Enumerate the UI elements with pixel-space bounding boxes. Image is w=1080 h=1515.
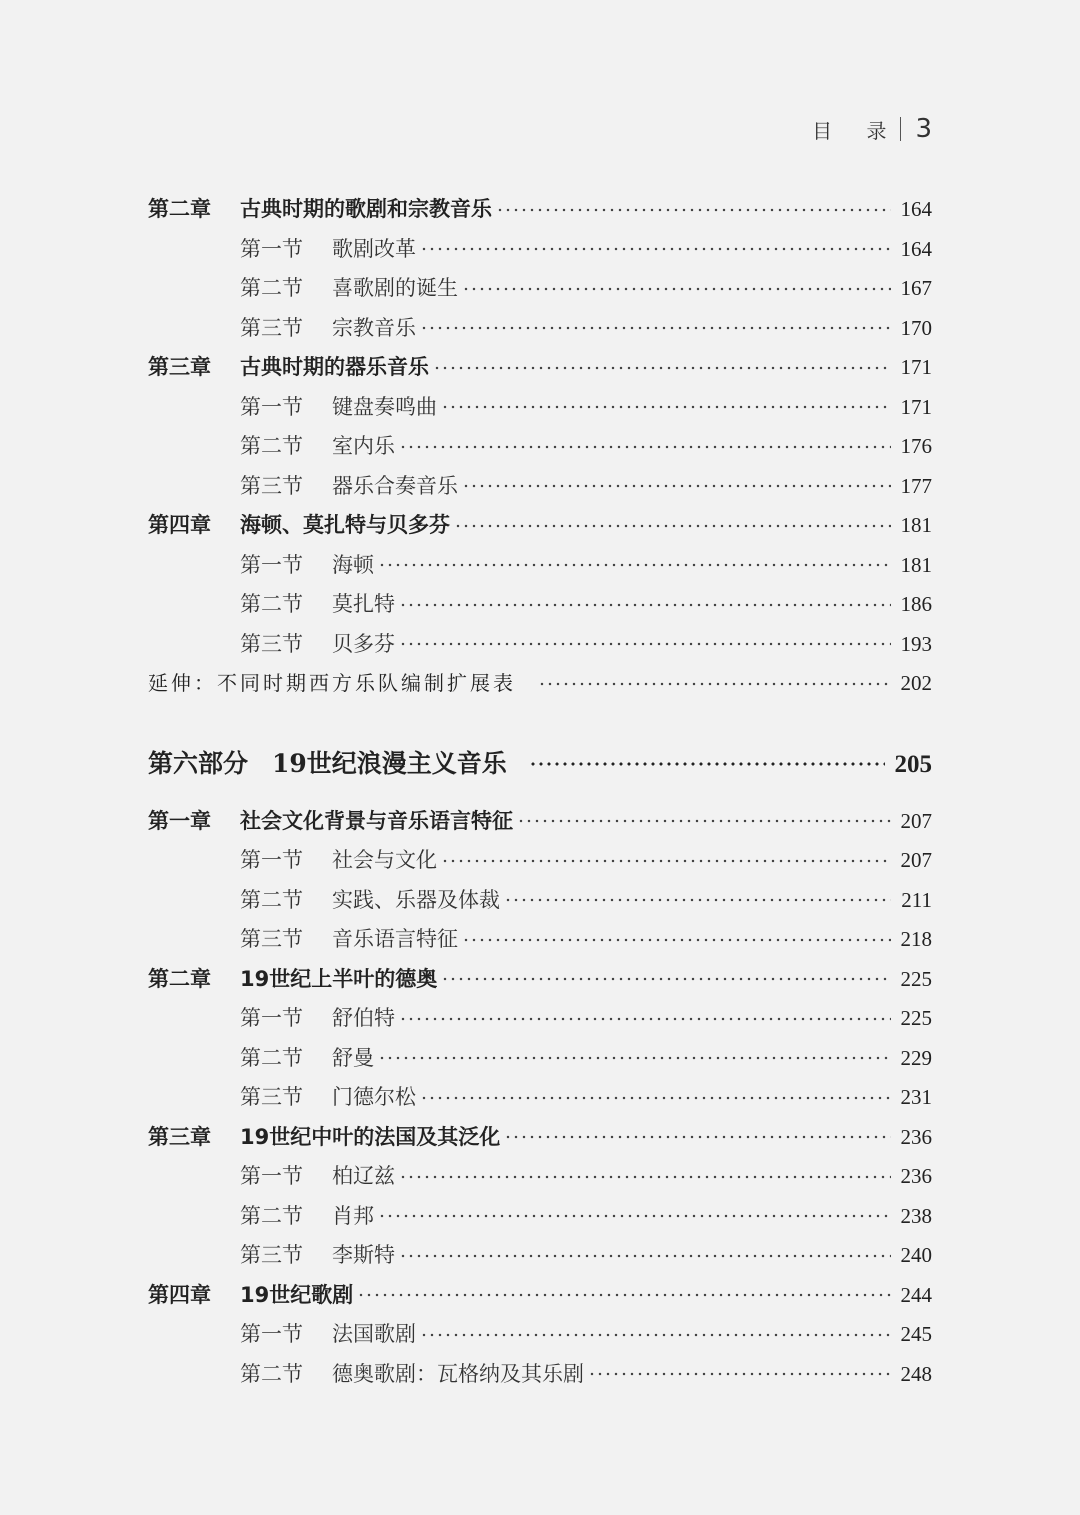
- section-label: 第二节: [240, 1045, 303, 1070]
- toc-entry-chapter: [148, 506, 932, 546]
- section-label: 第三节: [240, 631, 303, 656]
- section-title: 歌剧改革: [332, 236, 416, 261]
- section-label: 第二节: [240, 887, 303, 912]
- entry-page-number: 207: [900, 808, 932, 833]
- section-title: 海顿: [332, 552, 374, 577]
- dot-leader: [420, 1095, 891, 1101]
- dot-leader: [529, 761, 885, 767]
- toc-entry-section: [148, 1039, 932, 1079]
- running-header-title: 目 录: [812, 118, 901, 143]
- entry-page-number: 248: [900, 1361, 932, 1386]
- section-label: 第一节: [240, 1164, 303, 1188]
- entry-page-number: 211: [901, 887, 932, 912]
- entry-page-number: 193: [900, 631, 932, 656]
- dot-leader: [399, 602, 891, 608]
- toc-entry-part: [148, 742, 932, 786]
- toc-entry-chapter: [148, 348, 932, 388]
- dot-leader: [588, 1371, 891, 1377]
- section-label: 第二节: [240, 276, 303, 300]
- entry-page-number: 171: [900, 355, 932, 379]
- section-title: 肖邦: [332, 1203, 374, 1228]
- toc-entry-section: [148, 881, 932, 921]
- toc-entry-section: [148, 546, 932, 586]
- toc-entry-section: [148, 920, 932, 960]
- toc-entry-section: [148, 467, 932, 507]
- section-label: 第二节: [240, 434, 303, 458]
- section-title: 舒伯特: [332, 1006, 395, 1030]
- section-label: 第一节: [240, 1322, 303, 1346]
- section-title: 舒曼: [332, 1045, 374, 1070]
- toc-entry-section: [148, 1355, 932, 1395]
- dot-leader: [378, 1055, 891, 1061]
- section-label: 第三节: [240, 1243, 303, 1267]
- chapter-label: 第三章: [148, 1124, 211, 1149]
- section-label: 第二节: [240, 1361, 303, 1386]
- entry-page-number: 181: [900, 552, 932, 577]
- dot-leader: [399, 1253, 891, 1259]
- entry-page-number: 186: [900, 592, 932, 616]
- section-title: 器乐合奏音乐: [332, 473, 458, 498]
- entry-page-number: 176: [900, 434, 932, 458]
- section-title: 德奥歌剧：瓦格纳及其乐剧: [332, 1361, 584, 1386]
- chapter-label: 第四章: [148, 513, 211, 537]
- toc-entry-section: [148, 309, 932, 349]
- toc-entry-extension: [148, 664, 932, 704]
- table-of-contents: [148, 190, 932, 1394]
- entry-page-number: 205: [894, 750, 932, 778]
- dot-leader: [420, 1332, 891, 1338]
- section-title: 法国歌剧: [332, 1322, 416, 1346]
- entry-page-number: 171: [900, 394, 932, 419]
- toc-entry-chapter: [148, 960, 932, 1000]
- section-label: 第三节: [240, 1085, 303, 1109]
- dot-leader: [399, 1174, 891, 1180]
- dot-leader: [420, 325, 891, 331]
- entry-page-number: 238: [900, 1203, 932, 1228]
- toc-entry-section: [148, 1236, 932, 1276]
- dot-leader: [504, 1134, 890, 1140]
- entry-page-number: 225: [900, 966, 932, 991]
- toc-entry-section: [148, 388, 932, 428]
- dot-leader: [538, 681, 891, 687]
- dot-leader: [420, 246, 891, 252]
- toc-entry-chapter: [148, 1276, 932, 1316]
- chapter-label: 第四章: [148, 1282, 211, 1307]
- entry-page-number: 170: [900, 315, 932, 340]
- entry-page-number: 244: [900, 1282, 932, 1307]
- section-title: 贝多芬: [332, 631, 395, 656]
- dot-leader: [454, 523, 891, 529]
- section-title: 室内乐: [332, 434, 395, 458]
- dot-leader: [357, 1292, 890, 1298]
- entry-page-number: 164: [900, 236, 932, 261]
- chapter-label: 第二章: [148, 197, 211, 221]
- toc-entry-section: [148, 1078, 932, 1118]
- toc-entry-chapter: [148, 1118, 932, 1158]
- section-title: 音乐语言特征: [332, 927, 458, 951]
- entry-page-number: 236: [900, 1124, 932, 1149]
- toc-entry-section: [148, 1157, 932, 1197]
- entry-page-number: 181: [900, 513, 932, 537]
- toc-entry-chapter: [148, 802, 932, 842]
- toc-entry-section: [148, 999, 932, 1039]
- entry-page-number: 245: [900, 1322, 932, 1346]
- toc-entry-section: [148, 427, 932, 467]
- section-label: 第三节: [240, 315, 303, 340]
- page-number: 3: [915, 114, 932, 144]
- chapter-title: 19世纪上半叶的德奥: [240, 966, 438, 991]
- section-title: 李斯特: [332, 1243, 395, 1267]
- section-label: 第二节: [240, 592, 303, 616]
- dot-leader: [399, 444, 891, 450]
- chapter-title: 19世纪中叶的法国及其泛化: [240, 1124, 501, 1149]
- toc-entry-section: [148, 1197, 932, 1237]
- dot-leader: [378, 562, 891, 568]
- dot-leader: [517, 818, 891, 824]
- chapter-title: 社会文化背景与音乐语言特征: [240, 808, 513, 833]
- dot-leader: [462, 286, 891, 292]
- section-title: 键盘奏鸣曲: [332, 394, 437, 419]
- toc-entry-section: [148, 625, 932, 665]
- section-label: 第一节: [240, 236, 303, 261]
- toc-entry-chapter: [148, 190, 932, 230]
- part-label: 第六部分: [148, 748, 249, 778]
- entry-page-number: 229: [900, 1045, 932, 1070]
- entry-page-number: 207: [900, 848, 932, 872]
- section-title: 实践、乐器及体裁: [332, 887, 500, 912]
- entry-page-number: 240: [900, 1243, 932, 1267]
- entry-page-number: 167: [900, 276, 932, 300]
- chapter-title: 19世纪歌剧: [240, 1282, 354, 1307]
- chapter-title: 海顿、莫扎特与贝多芬: [240, 513, 450, 537]
- section-title: 喜歌剧的诞生: [332, 276, 458, 300]
- chapter-title: 古典时期的歌剧和宗教音乐: [240, 197, 492, 221]
- dot-leader: [504, 897, 891, 903]
- section-title: 宗教音乐: [332, 315, 416, 340]
- chapter-label: 第二章: [148, 966, 211, 991]
- section-label: 第一节: [240, 1006, 303, 1030]
- entry-page-number: 236: [900, 1164, 932, 1188]
- entry-page-number: 225: [900, 1006, 932, 1030]
- chapter-title: 古典时期的器乐音乐: [240, 355, 429, 379]
- section-title: 门德尔松: [332, 1085, 416, 1109]
- section-label: 第一节: [240, 394, 303, 419]
- toc-entry-section: [148, 585, 932, 625]
- dot-leader: [441, 858, 891, 864]
- section-title: 莫扎特: [332, 592, 395, 616]
- dot-leader: [462, 483, 891, 489]
- section-title: 社会与文化: [332, 848, 437, 872]
- entry-page-number: 218: [900, 927, 932, 951]
- toc-entry-section: [148, 230, 932, 270]
- toc-entry-section: [148, 269, 932, 309]
- chapter-label: 第一章: [148, 808, 211, 833]
- entry-page-number: 177: [900, 473, 932, 498]
- entry-page-number: 164: [900, 197, 932, 221]
- dot-leader: [378, 1213, 891, 1219]
- running-header: [812, 114, 932, 144]
- section-title: 柏辽兹: [332, 1164, 395, 1188]
- extension-title: 延伸：不同时期西方乐队编制扩展表: [148, 671, 516, 695]
- dot-leader: [399, 1016, 891, 1022]
- toc-entry-section: [148, 841, 932, 881]
- dot-leader: [433, 365, 891, 371]
- dot-leader: [441, 976, 890, 982]
- section-label: 第一节: [240, 848, 303, 872]
- dot-leader: [496, 207, 891, 213]
- toc-entry-section: [148, 1315, 932, 1355]
- header-divider: [900, 117, 901, 141]
- entry-page-number: 231: [900, 1085, 932, 1109]
- section-label: 第二节: [240, 1203, 303, 1228]
- dot-leader: [399, 641, 891, 647]
- section-label: 第三节: [240, 927, 303, 951]
- dot-leader: [441, 404, 891, 410]
- section-label: 第一节: [240, 552, 303, 577]
- section-label: 第三节: [240, 473, 303, 498]
- part-title: 19世纪浪漫主义音乐: [272, 748, 507, 778]
- dot-leader: [462, 937, 891, 943]
- chapter-label: 第三章: [148, 355, 211, 379]
- entry-page-number: 202: [900, 671, 932, 695]
